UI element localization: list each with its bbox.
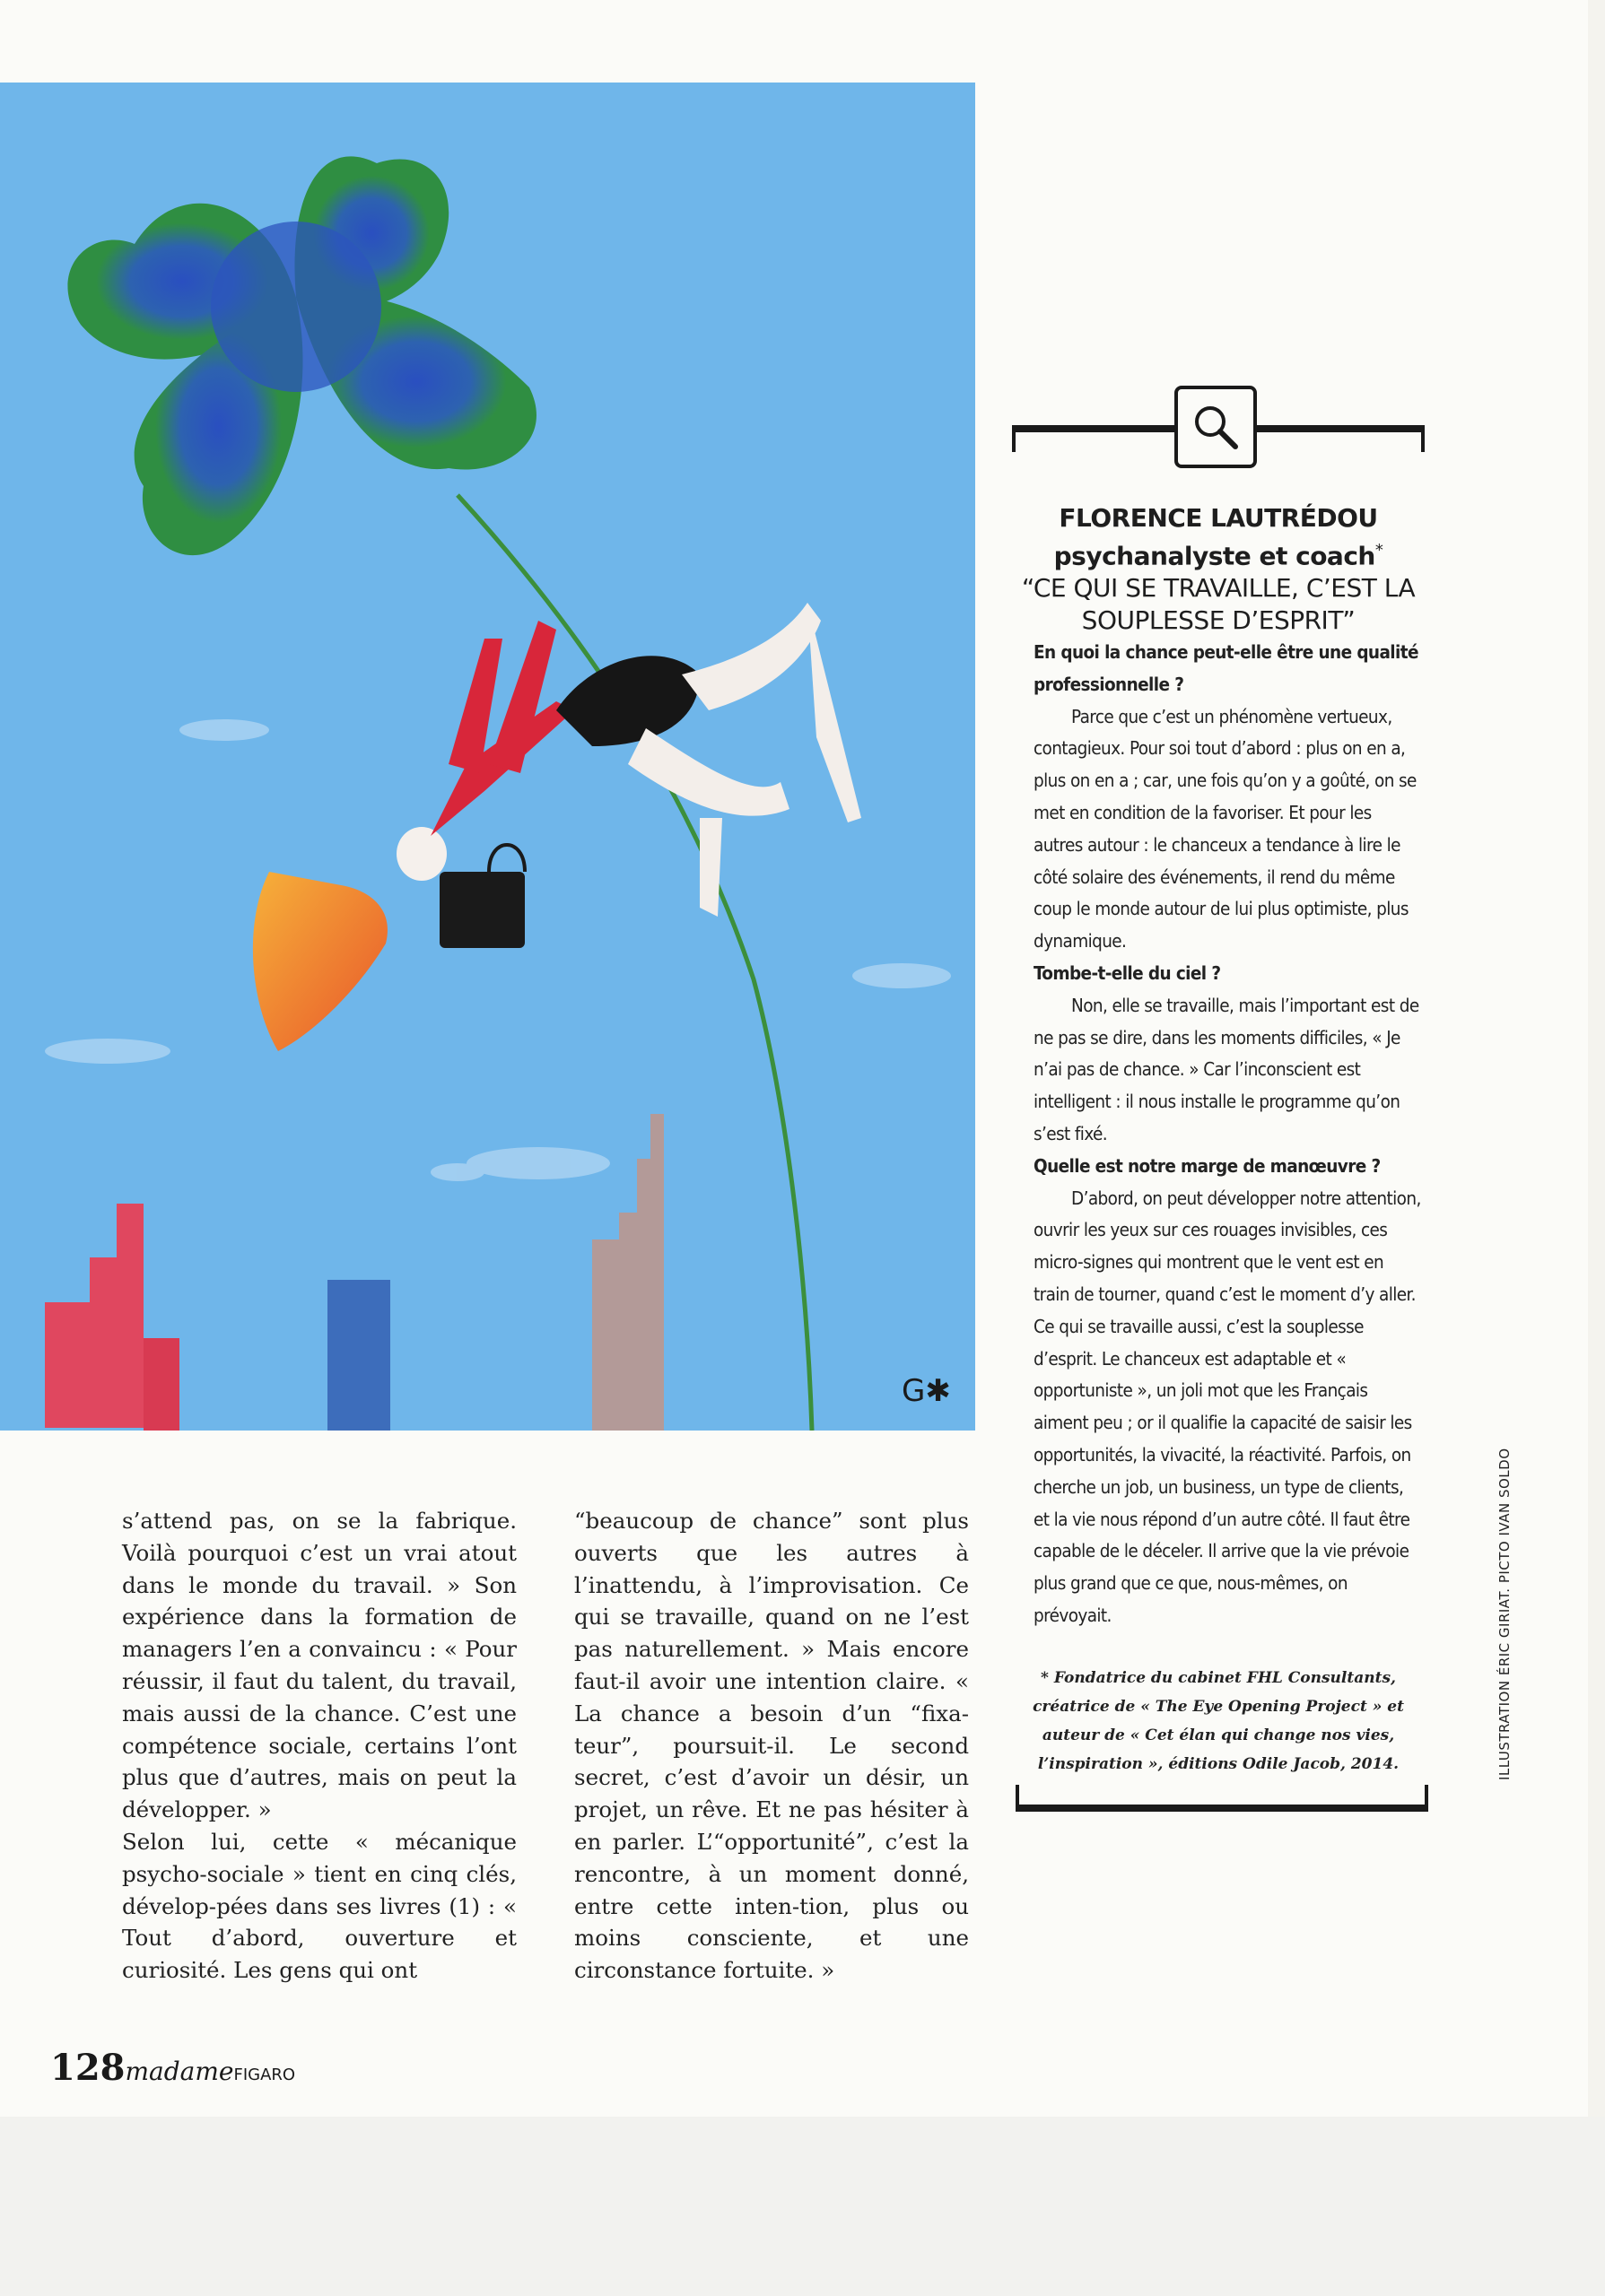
interview-question: Quelle est notre marge de manœuvre ? [1034, 1154, 1381, 1177]
sidebar-top-rule-left-tick [1012, 425, 1016, 452]
interview-answer: Non, elle se travaille, mais l’important est de ne pas se dire, dans les moments difficiles, « Je n’ai pas de chance. » Car l’inconscient est intelligent : il nous installe le programme qu’on s’est fixé. [1034, 994, 1419, 1144]
interview-question: Tombe-t-elle du ciel ? [1034, 961, 1221, 984]
article-column-1 [122, 1505, 517, 1987]
sidebar-bottom-rule [1016, 1805, 1428, 1812]
magazine-name: madame [125, 2057, 234, 2086]
sidebar-bottom-rule-left-tick [1016, 1785, 1019, 1812]
sidebar-bottom-rule-right-tick [1425, 1785, 1428, 1812]
page-number: 128 [50, 2047, 126, 2089]
interviewee-role-text: psychanalyste et coach [1053, 541, 1375, 571]
interviewee-name: FLORENCE LAUTRÉDOU [1059, 503, 1378, 533]
article-paragraph: s’attend pas, on se la fabrique. Voilà pourquoi c’est un vrai atout dans le monde du travail. » Son expérience dans la formation de managers l’en a convaincu : « Pour réussir, il faut du talent, du travail, mais aussi de la chance. C’est une compétence sociale, certains l’ont plus que d’autres, mais on peut la développer. » [122, 1508, 517, 1823]
article-paragraph: “beaucoup de chance” sont plus ouverts que les autres à l’inattendu, à l’improvisation. Ce qui se travaille, quand on ne l’est pas naturellement. » Mais encore faut-il avoir une intention claire. « La chance a besoin d’un “fixa-teur”, poursuit-il. Le second secret, c’est d’avoir un désir, un projet, un rêve. Et ne pas hésiter à en parler. L’“opportunité”, c’est la rencontre, à un moment donné, entre cette inten-tion, plus ou moins consciente, et une circonstance fortuite. » [574, 1508, 969, 1984]
interview-body [1034, 637, 1421, 1632]
illustrator-signature: G✱ [902, 1373, 951, 1409]
page-folio [50, 2047, 295, 2089]
interview-sidebar [1012, 386, 1430, 1821]
interview-answer: D’abord, on peut développer notre attention, ouvrir les yeux sur ces rouages invisibles, ces micro-signes qui montrent que le vent est en train de tourner, quand c’est le moment d’y aller. Ce qui se travaille aussi, c’est la souplesse d’esprit. Le chanceux est adaptable et « opportuniste », un joli mot que les Français aiment peu ; or il qualifie la capacité de saisir les opportunités, la vivacité, la réactivité. Parfois, on cherche un job, un business, un type de clients, et la vie nous répond d’un autre côté. Il faut être capable de le déceler. Il arrive que la vie prévoie plus grand que ce que, nous-mêmes, on prévoyait. [1034, 1187, 1421, 1626]
illustration-artwork [0, 83, 975, 1431]
sidebar-header [1012, 502, 1425, 637]
interview-answer: Parce que c’est un phénomène vertueux, contagieux. Pour soi tout d’abord : plus on en a, plus on en a ; car, une fois qu’on y a goûté, on se met en condition de la favoriser. Et pour les autres autour : le chanceux a tendance à lire le côté solaire des événements, il rend du même coup le monde autour de lui plus optimiste, plus dynamique. [1034, 705, 1417, 952]
pull-quote: “CE QUI SE TRAVAILLE, C’EST LA SOUPLESSE D’ESPRIT” [1021, 573, 1416, 636]
sidebar-footnote: * Fondatrice du cabinet FHL Consultants, créatrice de « The Eye Opening Project » et auteur de « Cet élan qui change nos vies, l’inspiration », éditions Odile Jacob, 2014. [1033, 1669, 1404, 1773]
interview-question: En quoi la chance peut-elle être une qualité professionnelle ? [1034, 641, 1418, 695]
photo-credit: ILLUSTRATION ÉRIC GIRIAT. PICTO IVAN SOLDO [1496, 1448, 1513, 1780]
footnote-mark: * [1374, 541, 1383, 560]
magnifier-icon [1174, 386, 1257, 468]
article-column-2 [574, 1505, 969, 1987]
interviewee-role [1012, 535, 1425, 572]
illustration [0, 83, 975, 1431]
article-paragraph: Selon lui, cette « mécanique psycho-sociale » tient en cinq clés, dévelop-pées dans ses livres (1) : « Tout d’abord, ouverture et curiosité. Les gens qui ont [122, 1828, 517, 1984]
scan-margin [0, 2117, 1605, 2296]
sidebar-top-rule-right-tick [1421, 425, 1425, 452]
magazine-brand: FIGARO [233, 2066, 296, 2084]
